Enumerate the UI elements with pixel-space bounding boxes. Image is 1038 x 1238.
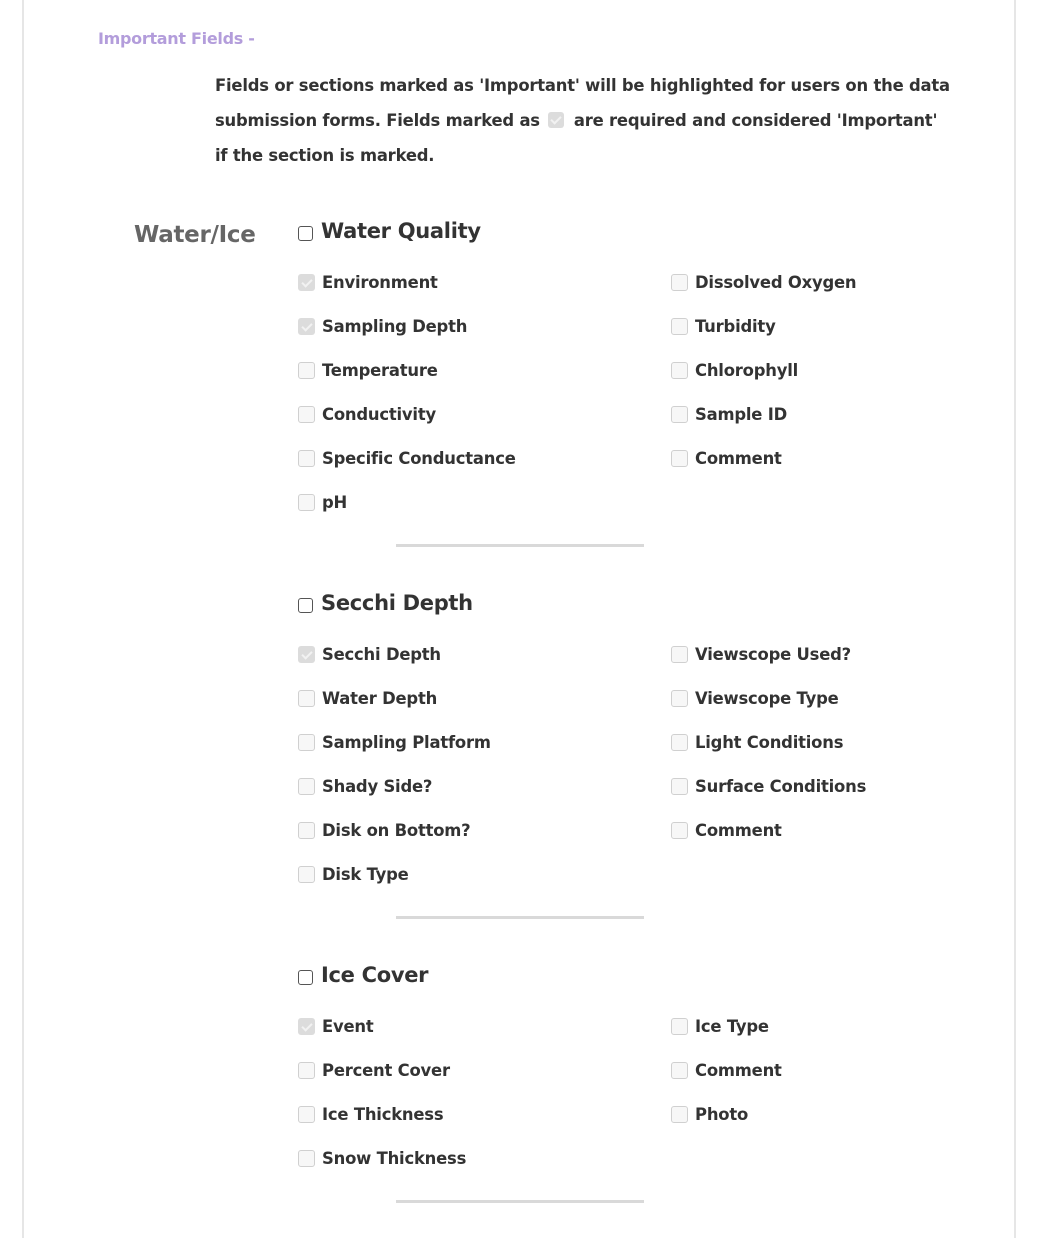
field-label: Viewscope Type (695, 688, 839, 708)
field-item (671, 632, 938, 676)
field-item (298, 436, 671, 480)
section-divider (396, 1200, 644, 1203)
field-label: Turbidity (695, 316, 776, 336)
field-important-checkbox[interactable] (298, 822, 315, 839)
field-item (671, 260, 938, 304)
section-water-quality (298, 216, 938, 524)
field-important-checkbox[interactable] (298, 778, 315, 795)
field-label: Environment (322, 272, 438, 292)
field-important-checkbox[interactable] (671, 362, 688, 379)
group-label-water-ice: Water/Ice (134, 222, 256, 248)
section-title: Secchi Depth (321, 591, 473, 615)
field-label: pH (322, 492, 348, 512)
field-list (298, 632, 938, 896)
field-important-checkbox[interactable] (671, 1106, 688, 1123)
field-label: Photo (695, 1104, 749, 1124)
field-label: Shady Side? (322, 776, 433, 796)
field-item (298, 764, 671, 808)
section-header (298, 216, 938, 246)
field-item (298, 260, 671, 304)
field-important-checkbox[interactable] (671, 734, 688, 751)
field-item (671, 1092, 938, 1136)
field-item (671, 392, 938, 436)
field-item (671, 436, 938, 480)
field-label: Percent Cover (322, 1060, 450, 1080)
field-label: Comment (695, 820, 782, 840)
required-checkbox-icon (548, 112, 564, 128)
field-label: Surface Conditions (695, 776, 867, 796)
field-item (298, 720, 671, 764)
required-field-checkbox (298, 1018, 315, 1035)
field-label: Sampling Platform (322, 732, 491, 752)
field-item (298, 1048, 671, 1092)
important-fields-description (215, 68, 955, 173)
field-label: Water Depth (322, 688, 438, 708)
field-item (298, 480, 671, 524)
field-label: Ice Type (695, 1016, 769, 1036)
field-important-checkbox[interactable] (298, 1106, 315, 1123)
section-title: Water Quality (321, 219, 481, 243)
field-label: Light Conditions (695, 732, 844, 752)
field-item (298, 1004, 671, 1048)
field-label: Dissolved Oxygen (695, 272, 857, 292)
field-label: Viewscope Used? (695, 644, 851, 664)
field-label: Sampling Depth (322, 316, 468, 336)
section-important-checkbox[interactable] (298, 970, 313, 985)
field-important-checkbox[interactable] (671, 690, 688, 707)
field-important-checkbox[interactable] (671, 1062, 688, 1079)
field-item (298, 348, 671, 392)
field-item (671, 764, 938, 808)
field-label: Specific Conductance (322, 448, 516, 468)
field-item (671, 304, 938, 348)
field-label: Comment (695, 1060, 782, 1080)
description-text-2: are required and considered 'Important' if the section is marked. (215, 111, 938, 165)
field-important-checkbox[interactable] (671, 1018, 688, 1035)
field-item (298, 676, 671, 720)
field-important-checkbox[interactable] (298, 866, 315, 883)
field-item (671, 348, 938, 392)
field-item (298, 808, 671, 852)
field-label: Disk Type (322, 864, 409, 884)
field-item (671, 676, 938, 720)
description-text-1: Fields or sections marked as 'Important' will be highlighted for users on the data submission forms. Fields marked as (215, 76, 950, 130)
field-important-checkbox[interactable] (671, 406, 688, 423)
section-header (298, 588, 938, 618)
field-important-checkbox[interactable] (298, 690, 315, 707)
section-title: Ice Cover (321, 963, 429, 987)
important-fields-title: Important Fields - (98, 29, 255, 48)
field-list (298, 1004, 938, 1180)
section-divider (396, 544, 644, 547)
section-secchi-depth (298, 588, 938, 896)
field-important-checkbox[interactable] (671, 778, 688, 795)
required-field-checkbox (298, 646, 315, 663)
section-important-checkbox[interactable] (298, 226, 313, 241)
field-important-checkbox[interactable] (671, 822, 688, 839)
field-important-checkbox[interactable] (298, 1150, 315, 1167)
field-item (671, 808, 938, 852)
field-important-checkbox[interactable] (298, 450, 315, 467)
field-label: Event (322, 1016, 374, 1036)
field-item (671, 1004, 938, 1048)
field-important-checkbox[interactable] (298, 734, 315, 751)
field-label: Conductivity (322, 404, 436, 424)
field-important-checkbox[interactable] (671, 450, 688, 467)
field-item (671, 1048, 938, 1092)
field-important-checkbox[interactable] (298, 406, 315, 423)
field-item (298, 392, 671, 436)
section-ice-cover (298, 960, 938, 1180)
section-important-checkbox[interactable] (298, 598, 313, 613)
field-label: Chlorophyll (695, 360, 799, 380)
field-label: Sample ID (695, 404, 788, 424)
field-item (298, 1092, 671, 1136)
field-label: Ice Thickness (322, 1104, 444, 1124)
field-item (298, 852, 671, 896)
field-label: Temperature (322, 360, 438, 380)
field-important-checkbox[interactable] (298, 494, 315, 511)
field-label: Comment (695, 448, 782, 468)
section-header (298, 960, 938, 990)
field-list (298, 260, 938, 524)
field-important-checkbox[interactable] (298, 1062, 315, 1079)
field-item (298, 1136, 671, 1180)
section-divider (396, 916, 644, 919)
field-important-checkbox[interactable] (671, 274, 688, 291)
field-label: Disk on Bottom? (322, 820, 471, 840)
field-label: Snow Thickness (322, 1148, 467, 1168)
field-label: Secchi Depth (322, 644, 441, 664)
field-item (671, 720, 938, 764)
field-item (298, 632, 671, 676)
field-item (298, 304, 671, 348)
required-field-checkbox (298, 274, 315, 291)
field-important-checkbox[interactable] (671, 318, 688, 335)
required-field-checkbox (298, 318, 315, 335)
field-important-checkbox[interactable] (671, 646, 688, 663)
field-important-checkbox[interactable] (298, 362, 315, 379)
